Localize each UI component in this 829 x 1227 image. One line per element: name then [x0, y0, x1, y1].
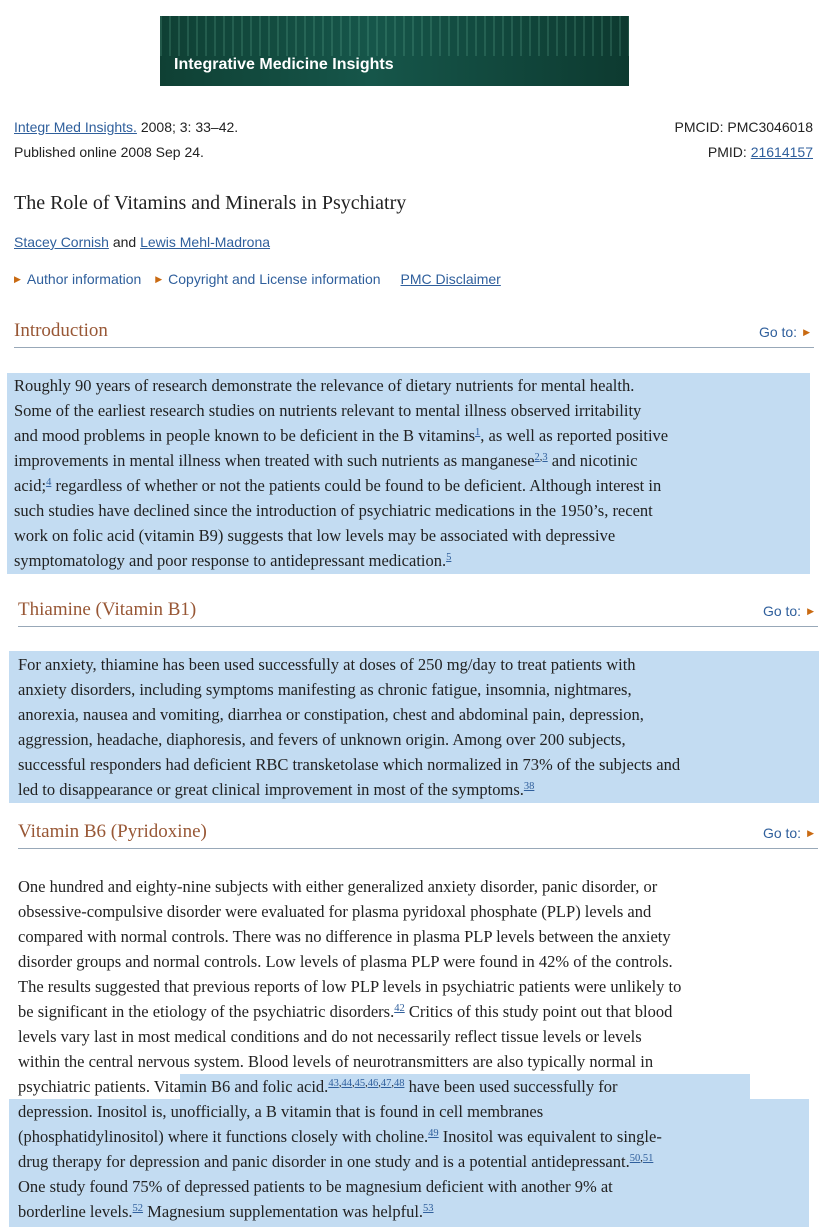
text-line: compared with normal controls. There was no difference in plasma PLP levels between the anxiety — [18, 927, 671, 946]
triangle-right-icon: ▶ — [803, 327, 810, 337]
text-run: Inositol was equivalent to single- — [438, 1127, 662, 1146]
text-line: anxiety disorders, including symptoms manifesting as chronic fatigue, insomnia, nightmares, — [18, 680, 632, 699]
reference-link[interactable]: 44 — [341, 1078, 352, 1089]
author-separator: and — [108, 234, 141, 250]
triangle-right-icon: ▶ — [807, 606, 814, 616]
author-information-label: Author information — [26, 271, 142, 287]
reference-link[interactable]: 42 — [394, 1003, 405, 1014]
section-title: Vitamin B6 (Pyridoxine) — [18, 821, 207, 842]
pmc-disclaimer-link[interactable]: PMC Disclaimer — [400, 271, 501, 287]
text-run: be significant in the etiology of the psychiatric disorders. — [18, 1002, 395, 1021]
reference-link[interactable]: 45 — [354, 1078, 366, 1089]
triangle-right-icon: ▶ — [155, 274, 163, 284]
text-line — [14, 548, 814, 573]
reference-link[interactable]: 49 — [428, 1128, 439, 1139]
text-line: Roughly 90 years of research demonstrate the relevance of dietary nutrients for mental health. — [14, 376, 635, 395]
article-title: The Role of Vitamins and Minerals in Psychiatry — [14, 192, 407, 214]
banner-title: Integrative Medicine Insights — [174, 56, 394, 73]
reference-link[interactable]: 43 — [328, 1078, 339, 1089]
text-line: aggression, headache, diaphoresis, and fevers of unknown origin. Among over 200 subjects, — [18, 730, 626, 749]
text-run: have been used successfully for — [404, 1077, 618, 1096]
text-run: and nicotinic — [547, 451, 638, 470]
section-heading-vitamin-b6 — [18, 818, 818, 849]
copyright-label: Copyright and License information — [168, 271, 381, 287]
text-line: within the central nervous system. Blood levels of neurotransmitters are also typically normal in — [18, 1052, 654, 1071]
reference-link[interactable]: 46 — [367, 1078, 379, 1089]
text-line — [14, 473, 814, 498]
text-run: psychiatric patients. — [18, 1077, 154, 1096]
text-run: borderline levels. — [18, 1202, 133, 1221]
paragraph-thiamine — [18, 652, 818, 802]
banner-pattern — [160, 16, 629, 56]
goto-menu[interactable] — [763, 603, 814, 619]
reference-link[interactable]: 5 — [446, 552, 452, 563]
text-line: For anxiety, thiamine has been used successfully at doses of 250 mg/day to treat patients with — [18, 655, 636, 674]
reference-link[interactable]: 50 — [629, 1153, 641, 1164]
text-line: levels vary last in most medical conditions and do not necessarily reflect tissue levels or levels — [18, 1027, 642, 1046]
text-run: symptomatology and poor response to antidepressant medication. — [14, 551, 447, 570]
text-run: regardless of whether or not the patients could be found to be deficient. Although interest in — [51, 476, 662, 495]
text-run: Critics of this study point out that blood — [404, 1002, 673, 1021]
text-line: psychiatric patients. Vitamin B6 and folic acid.$^{43,44,45,46,47,48}$ have been used successfully for — [18, 1077, 618, 1096]
goto-label: Go to: — [762, 825, 802, 841]
section-heading-introduction — [14, 317, 814, 348]
citation-line — [14, 119, 238, 135]
text-line: The results suggested that previous reports of low PLP levels in psychiatric patients were unlikely to — [18, 977, 682, 996]
goto-label: Go to: — [762, 603, 802, 619]
section-heading-thiamine — [18, 596, 818, 627]
reference-link[interactable]: 38 — [523, 781, 535, 792]
pmid-line — [708, 144, 813, 160]
volume-pages: 2008; 3: 33–42. — [136, 119, 239, 135]
reference-link[interactable]: 53 — [423, 1203, 434, 1214]
goto-menu[interactable] — [759, 324, 810, 340]
text-run: Magnesium supplementation was helpful. — [143, 1202, 424, 1221]
journal-link[interactable]: Integr Med Insights. — [14, 119, 137, 135]
text-line: improvements in mental illness when treated with such nutrients as manganese$^{2,3}$ and nicotinic — [14, 451, 638, 470]
text-run: led to disappearance or great clinical improvement in most of the symptoms. — [18, 780, 524, 799]
copyright-toggle[interactable] — [155, 271, 380, 287]
author-link[interactable]: Lewis Mehl-Madrona — [140, 234, 271, 250]
paragraph-vitamin-b6 — [18, 874, 818, 1224]
info-bar — [14, 271, 501, 287]
reference-link[interactable]: 51 — [642, 1153, 654, 1164]
journal-banner[interactable] — [160, 16, 629, 86]
triangle-right-icon: ▶ — [14, 274, 21, 284]
reference-link[interactable]: 52 — [132, 1203, 144, 1214]
text-run: Vitamin B6 and folic acid. — [153, 1077, 329, 1096]
section-title: Introduction — [14, 320, 108, 341]
text-line: depression. Inositol is, unofficially, a B vitamin that is found in cell membranes — [18, 1102, 544, 1121]
text-line: disorder groups and normal controls. Low levels of plasma PLP were found in 42% of the controls. — [18, 952, 673, 971]
author-link[interactable]: Stacey Cornish — [14, 234, 109, 250]
text-line — [18, 999, 818, 1024]
text-line — [14, 423, 814, 448]
text-run: acid; — [14, 476, 47, 495]
triangle-right-icon: ▶ — [807, 828, 814, 838]
pmid-link[interactable]: 21614157 — [750, 144, 813, 160]
reference-link[interactable]: 47 — [380, 1078, 392, 1089]
reference-link[interactable]: 3 — [542, 452, 548, 463]
reference-link[interactable]: 1 — [475, 427, 481, 438]
reference-link[interactable]: 4 — [46, 477, 52, 488]
text-line: Some of the earliest research studies on nutrients relevant to mental illness observed irritability — [14, 401, 642, 420]
text-line: drug therapy for depression and panic disorder in one study and is a potential antidepressant.$^{50,51}$ — [18, 1152, 654, 1171]
text-line: such studies have declined since the introduction of psychiatric medications in the 1950’s, recent — [14, 501, 653, 520]
text-line: One study found 75% of depressed patients to be magnesium deficient with another 9% at — [18, 1177, 613, 1196]
goto-menu[interactable] — [763, 825, 814, 841]
author-information-toggle[interactable] — [14, 271, 141, 287]
reference-link[interactable]: 48 — [393, 1078, 405, 1089]
text-run: , as well as reported positive — [480, 426, 669, 445]
goto-label: Go to: — [758, 324, 798, 340]
text-line: anorexia, nausea and vomiting, diarrhea or constipation, chest and abdominal pain, depression, — [18, 705, 644, 724]
text-line: work on folic acid (vitamin B9) suggests that low levels may be associated with depressive — [14, 526, 616, 545]
text-line — [18, 777, 818, 802]
author-list — [14, 234, 270, 250]
paragraph-introduction — [14, 373, 814, 573]
published-date: Published online 2008 Sep 24. — [14, 144, 204, 160]
text-run: (phosphatidylinositol) where it functions closely with choline. — [18, 1127, 429, 1146]
text-line: successful responders had deficient RBC transketolase which normalized in 73% of the subjects and — [18, 755, 681, 774]
text-run: drug therapy for depression and panic disorder in one study and is a potential antidepressant. — [18, 1152, 630, 1171]
section-title: Thiamine (Vitamin B1) — [18, 599, 197, 620]
pmcid: PMCID: PMC3046018 — [674, 119, 813, 135]
text-run: and mood problems in people known to be deficient in the B vitamins — [14, 426, 476, 445]
pmid-label: PMID: — [707, 144, 751, 160]
text-line: One hundred and eighty-nine subjects with either generalized anxiety disorder, panic disorder, or — [18, 877, 658, 896]
reference-link[interactable]: 2 — [534, 452, 540, 463]
text-run: improvements in mental illness when treated with such nutrients as manganese — [14, 451, 535, 470]
text-line: obsessive-compulsive disorder were evaluated for plasma pyridoxal phosphate (PLP) levels and — [18, 902, 652, 921]
text-line — [18, 1199, 818, 1224]
text-line — [18, 1124, 818, 1149]
